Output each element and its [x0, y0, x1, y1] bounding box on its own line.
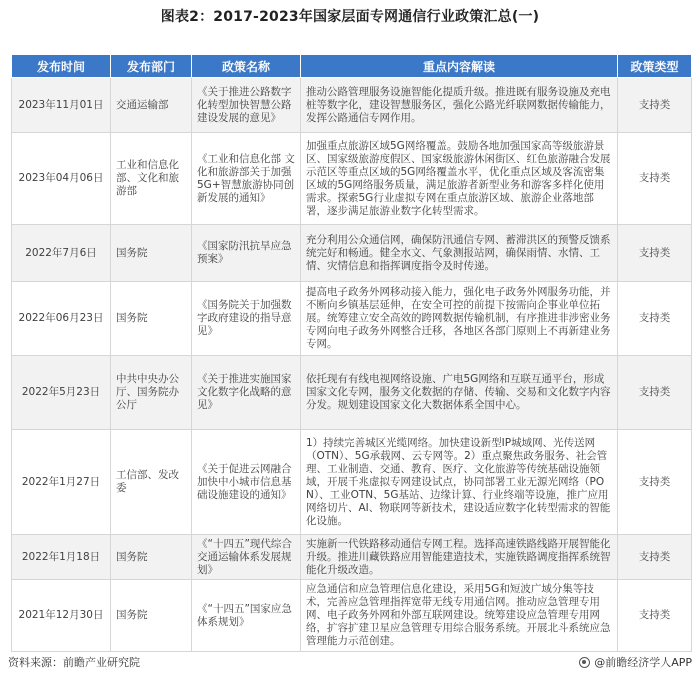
cell-content: 提高电子政务外网移动接入能力，强化电子政务外网服务功能，并不断向乡镇基层延伸，在安全可控的前提下按需向企事业单位拓展。统筹建立安全高效的跨网数据传输机制，有序推进非涉密业务专网向电子政务外网整合迁移，各地区各部门原则上不再新建业务专网。: [301, 282, 618, 356]
table-row: [12, 430, 692, 535]
chart-title: 图表2：2017-2023年国家层面专网通信行业政策汇总(一): [160, 9, 540, 25]
cell-date: 2023年04月06日: [12, 133, 111, 225]
cell-content: 1）持续完善城区光缆网络。加快建设新型IP城域网、光传送网（OTN）、5G承载网、云专网等。2）重点聚焦政务服务、社会管理、工业制造、交通、教育、医疗、文化旅游等传统基础设施领域，开展千兆虚拟专网建设试点，协同部署工业无源光网络（PON）、工业OTN、5G基站、边缘计算、行业终端等设施，推广应用网络切片、AI、物联网等新技术，建设适应数字化转型需求的智能化设施。: [301, 430, 618, 535]
cell-name: 《关于推进实施国家文化数字化战略的意见》: [192, 356, 301, 430]
cell-date: 2022年5月23日: [12, 356, 111, 430]
cell-date: 2022年1月27日: [12, 430, 111, 535]
cell-content: 依托现有有线电视网络设施、广电5G网络和互联互通平台，形成国家文化专网，服务文化数据的存储、传输、交易和文化数字内容分发。规划建设国家文化大数据体系全国中心。: [301, 356, 618, 430]
policy-table: [11, 54, 692, 652]
table-row: [12, 78, 692, 133]
cell-name: 《关于促进云网融合加快中小城市信息基础设施建设的通知》: [192, 430, 301, 535]
table-row: [12, 225, 692, 282]
table-row: [12, 535, 692, 580]
cell-type: 支持类: [618, 78, 692, 133]
cell-date: 2023年11月01日: [12, 78, 111, 133]
cell-dept: 工业和信息化部、文化和旅游部: [111, 133, 192, 225]
header-content: 重点内容解读: [301, 55, 618, 78]
cell-dept: 国务院: [111, 282, 192, 356]
cell-type: 支持类: [618, 282, 692, 356]
cell-dept: 交通运输部: [111, 78, 192, 133]
cell-type: 支持类: [618, 535, 692, 580]
cell-type: 支持类: [618, 133, 692, 225]
source-note: 资料来源：前瞻产业研究院: [8, 656, 140, 669]
brand-credit: [579, 654, 692, 670]
table-row: [12, 133, 692, 225]
brand-logo-icon: [579, 657, 590, 668]
table-row: [12, 580, 692, 652]
cell-content: 充分利用公众通信网，确保防汛通信专网、蓄滞洪区的预警反馈系统完好和畅通。健全水文、气象测报站网，确保雨情、水情、工情、灾情信息和指挥调度指令及时传递。: [301, 225, 618, 282]
cell-name: 《关于推进公路数字化转型加快智慧公路建设发展的意见》: [192, 78, 301, 133]
cell-type: 支持类: [618, 430, 692, 535]
cell-content: 加强重点旅游区域5G网络覆盖。鼓励各地加强国家高等级旅游景区、国家级旅游度假区、国家级旅游休闲街区、红色旅游融合发展示范区等重点区域的5G网络覆盖水平，优化重点区域及客流密集区域的5G网络服务质量，满足旅游者新型业务和游客多样化使用需求。探索5G行业虚拟专网在重点旅游区域、旅游企业落地部署，逐步满足旅游业数字化转型需求。: [301, 133, 618, 225]
cell-content: 实施新一代铁路移动通信专网工程。选择高速铁路线路开展智能化升级。推进川藏铁路应用智能建造技术，实施铁路调度指挥系统智能化升级改造。: [301, 535, 618, 580]
cell-name: 《国务院关于加强数字政府建设的指导意见》: [192, 282, 301, 356]
cell-name: 《工业和信息化部 文化和旅游部关于加强5G+智慧旅游协同创新发展的通知》: [192, 133, 301, 225]
cell-name: 《国家防汛抗旱应急预案》: [192, 225, 301, 282]
table-row: [12, 356, 692, 430]
header-date: 发布时间: [12, 55, 111, 78]
table-header-row: [12, 55, 692, 78]
cell-dept: 中共中央办公厅、国务院办公厅: [111, 356, 192, 430]
cell-dept: 工信部、发改委: [111, 430, 192, 535]
cell-type: 支持类: [618, 225, 692, 282]
table-row: [12, 282, 692, 356]
cell-date: 2021年12月30日: [12, 580, 111, 652]
cell-dept: 国务院: [111, 580, 192, 652]
cell-name: 《“十四五”现代综合交通运输体系发展规划》: [192, 535, 301, 580]
cell-type: 支持类: [618, 356, 692, 430]
cell-content: 应急通信和应急管理信息化建设，采用5G和短波广域分集等技术，完善应急管理指挥宽带无线专用通信网。推动应急管理专用网、电子政务外网和外部互联网建设。统筹建设应急管理专用网络，扩容扩建卫星应急管理专用综合服务系统。开展北斗系统应急管理能力示范创建。: [301, 580, 618, 652]
cell-type: 支持类: [618, 580, 692, 652]
cell-date: 2022年7月6日: [12, 225, 111, 282]
cell-content: 推动公路管理服务设施智能化提质升级。推进既有服务设施及充电桩等数字化，建设智慧服务区，强化公路光纤联网数据传输能力，发挥公路通信专网作用。: [301, 78, 618, 133]
brand-text: @前瞻经济学人APP: [594, 656, 692, 669]
cell-name: 《“十四五”国家应急体系规划》: [192, 580, 301, 652]
header-type: 政策类型: [618, 55, 692, 78]
cell-date: 2022年1月18日: [12, 535, 111, 580]
cell-dept: 国务院: [111, 535, 192, 580]
cell-dept: 国务院: [111, 225, 192, 282]
header-name: 政策名称: [192, 55, 301, 78]
cell-date: 2022年06月23日: [12, 282, 111, 356]
header-dept: 发布部门: [111, 55, 192, 78]
footer: [0, 654, 700, 674]
